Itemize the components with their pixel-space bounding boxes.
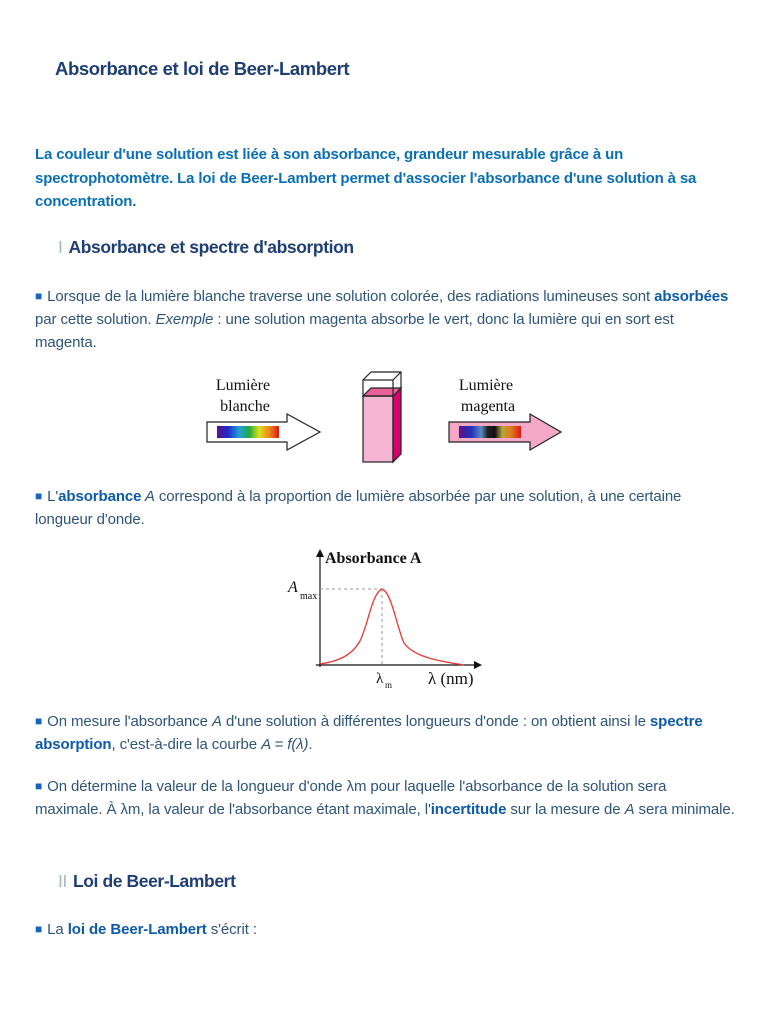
- amax-subscript: max: [300, 591, 318, 602]
- absorbance-curve: [320, 589, 464, 665]
- text: s'écrit :: [206, 921, 257, 938]
- paragraph-spectre: [35, 710, 735, 756]
- section-title: Absorbance et spectre d'absorption: [68, 237, 354, 257]
- keyword-loi-beer-lambert[interactable]: loi de Beer-Lambert: [67, 921, 207, 938]
- bullet-icon: ■: [35, 289, 43, 303]
- white-spectrum-bar: [217, 426, 279, 438]
- lambda-m-label: λ: [376, 671, 384, 687]
- section-numeral: I: [58, 237, 63, 257]
- text: La: [47, 921, 68, 938]
- bullet-icon: ■: [35, 489, 43, 503]
- text: On mesure l'absorbance: [47, 713, 212, 730]
- y-axis-label: Absorbance A: [325, 550, 422, 567]
- text: Lorsque de la lumière blanche traverse une solution colorée, des radiations lumineuses sont: [47, 288, 655, 305]
- text: , c'est-à-dire la courbe: [111, 736, 262, 753]
- paragraph-absorbance: [35, 485, 735, 531]
- paragraph-lambda-m: [35, 775, 735, 821]
- bullet-icon: ■: [35, 922, 43, 936]
- text: .: [308, 736, 313, 753]
- x-axis-label: λ (nm): [428, 669, 474, 688]
- absorption-spectrum-figure: [280, 543, 490, 695]
- label-white-light-2: blanche: [220, 398, 270, 415]
- label-magenta-light-1: Lumière: [458, 377, 514, 394]
- text: : une solution magenta absorbe le vert, donc la lumière qui en sort est magenta.: [35, 311, 674, 351]
- keyword-incertitude[interactable]: incertitude: [430, 801, 507, 818]
- text: sera minimale.: [634, 801, 735, 818]
- variable-a: A: [624, 801, 635, 818]
- magenta-spectrum-bar: [459, 426, 521, 438]
- bullet-icon: ■: [35, 714, 43, 728]
- lambda-m-subscript: m: [385, 680, 393, 690]
- keyword-absorbance[interactable]: absorbance: [58, 488, 142, 505]
- text: correspond à la proportion de lumière absorbée par une solution, à une certaine longueur d'onde.: [35, 488, 682, 528]
- page-title: Absorbance et loi de Beer-Lambert: [55, 58, 350, 79]
- x-axis-arrow-icon: [474, 661, 482, 669]
- text: On détermine la valeur de la longueur d'onde λm pour laquelle l'absorbance de la solution sera maximale. À λm, la valeur de l'absorbance étant maximale, l': [35, 778, 667, 818]
- keyword-absorbees[interactable]: absorbées: [654, 288, 729, 305]
- section-numeral: II: [58, 871, 67, 891]
- paragraph-absorption: [35, 285, 735, 354]
- example-label: Exemple: [155, 311, 214, 328]
- formula: A = f(λ): [261, 736, 309, 753]
- label-magenta-light-2: magenta: [460, 398, 516, 415]
- amax-label: A: [288, 579, 298, 596]
- absorption-figure: [200, 368, 570, 468]
- variable-a: A: [211, 713, 222, 730]
- variable-a: A: [141, 488, 155, 505]
- text: L': [47, 488, 59, 505]
- bullet-icon: ■: [35, 779, 43, 793]
- intro-paragraph: La couleur d'une solution est liée à son absorbance, grandeur mesurable grâce à un spectrophotomètre. La loi de Beer-Lambert permet d'associer l'absorbance d'une solution à sa concentration.: [35, 146, 697, 210]
- text: sur la mesure de: [506, 801, 625, 818]
- section-title: Loi de Beer-Lambert: [72, 871, 236, 891]
- paragraph-beer-lambert: [35, 918, 735, 941]
- y-axis-arrow-icon: [316, 549, 324, 557]
- label-white-light-1: Lumière: [215, 377, 271, 394]
- section-heading-2: [58, 871, 236, 892]
- section-heading-1: [58, 237, 354, 258]
- keyword-spectre-absorption[interactable]: spectre absorption: [35, 713, 703, 753]
- text: par cette solution.: [35, 311, 156, 328]
- text: d'une solution à différentes longueurs d'onde : on obtient ainsi le: [221, 713, 650, 730]
- cuvette: [363, 372, 401, 462]
